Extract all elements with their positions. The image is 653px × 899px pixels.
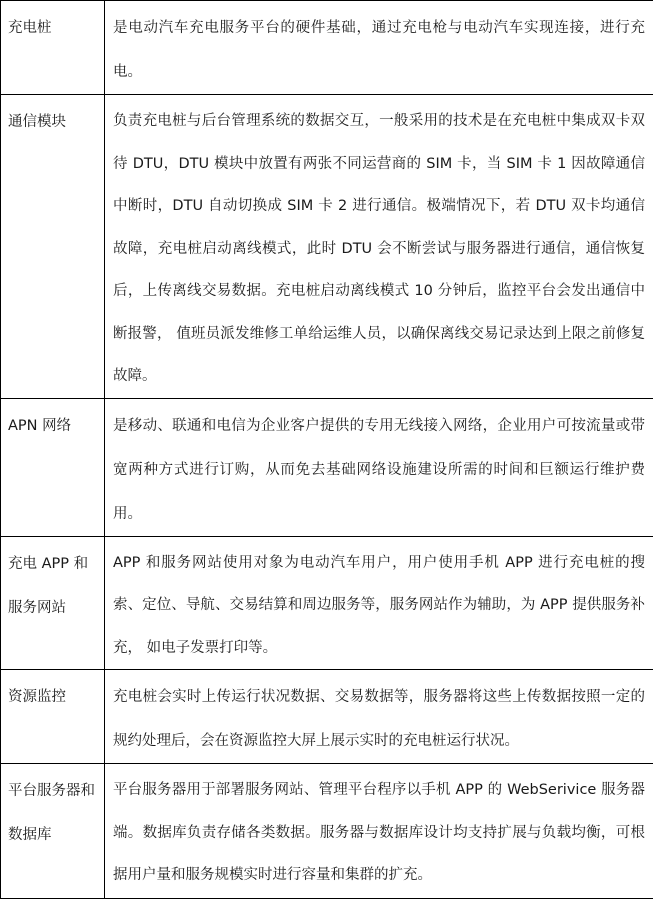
table-row <box>1 95 653 399</box>
description-cell <box>105 95 653 399</box>
term-text: 资源监控 <box>1 670 104 719</box>
term-text: 通信模块 <box>1 95 104 144</box>
term-cell <box>1 95 105 399</box>
term-text: 平台服务器和数据库 <box>1 764 104 857</box>
description-text: 充电桩会实时上传运行状况数据、交易数据等，服务器将这些上传数据按照一定的规约处理后，会在资源监控大屏上展示实时的充电桩运行状况。 <box>105 670 653 763</box>
term-text: 充电桩 <box>1 1 104 50</box>
description-text: 平台服务器用于部署服务网站、管理平台程序以手机 APP 的 WebSerivice 服务器端。数据库负责存储各类数据。服务器与数据库设计均支持扩展与负载均衡，可根据用户量和服务规模实时进行容量和集群的扩充。 <box>105 764 653 897</box>
term-cell <box>1 536 105 670</box>
description-cell <box>105 764 653 899</box>
table-row <box>1 1 653 95</box>
term-text: 充电 APP 和服务网站 <box>1 537 104 630</box>
description-cell <box>105 536 653 670</box>
term-cell <box>1 398 105 536</box>
description-cell <box>105 1 653 95</box>
description-text: 是电动汽车充电服务平台的硬件基础，通过充电枪与电动汽车实现连接，进行充电。 <box>105 1 653 94</box>
description-cell <box>105 398 653 536</box>
table-row <box>1 536 653 670</box>
table-row <box>1 398 653 536</box>
description-text: APP 和服务网站使用对象为电动汽车用户，用户使用手机 APP 进行充电桩的搜索、定位、导航、交易结算和周边服务等，服务网站作为辅助，为 APP 提供服务补充， 如电子发票打印等。 <box>105 537 653 670</box>
table-row <box>1 670 653 764</box>
table-row <box>1 764 653 899</box>
description-text: 是移动、联通和电信为企业客户提供的专用无线接入网络，企业用户可按流量或带宽两种方式进行订购，从而免去基础网络设施建设所需的时间和巨额运行维护费用。 <box>105 399 653 536</box>
term-text: APN 网络 <box>1 399 104 448</box>
term-cell <box>1 670 105 764</box>
term-cell <box>1 764 105 899</box>
description-cell <box>105 670 653 764</box>
description-text: 负责充电桩与后台管理系统的数据交互，一般采用的技术是在充电桩中集成双卡双待 DTU，DTU 模块中放置有两张不同运营商的 SIM 卡，当 SIM 卡 1 因故障通信中断时，DTU 自动切换成 SIM 卡 2 进行通信。极端情况下，若 DTU 双卡均通信故障，充电桩启动离线模式，此时 DTU 会不断尝试与服务器进行通信，通信恢复后，上传离线交易数据。充电桩启动离线模式 10 分钟后，监控平台会发出通信中断报警， 值班员派发维修工单给运维人员，以确保离线交易记录达到上限之前修复故障。 <box>105 95 653 398</box>
term-cell <box>1 1 105 95</box>
